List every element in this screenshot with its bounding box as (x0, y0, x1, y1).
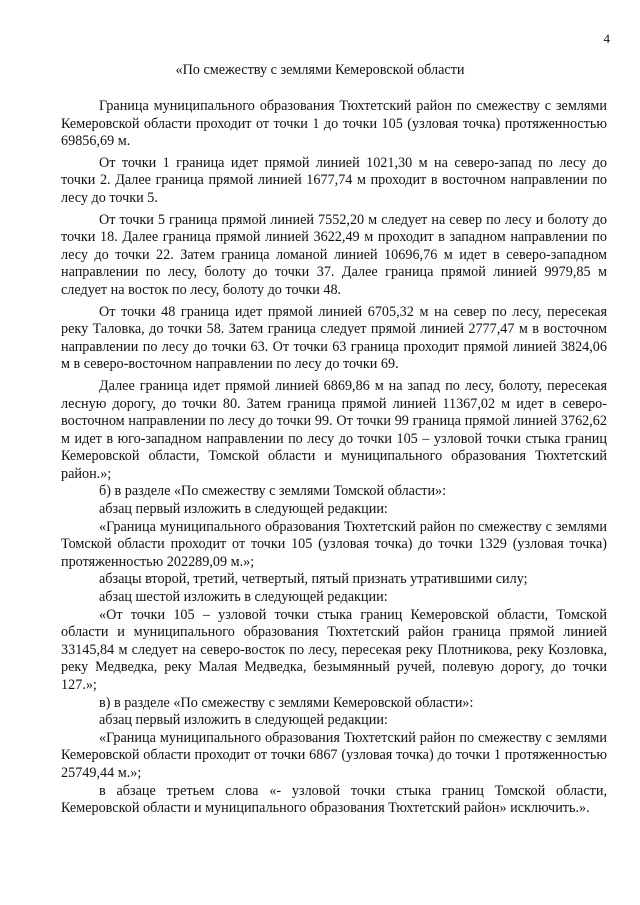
paragraph: От точки 5 граница прямой линией 7552,20 м следует на север по лесу и болоту до точки 18. Далее граница прямой линией 3622,49 м проходит в западном направлении по лесу до точки 22. Затем граница ломаной линией 10696,76 м идет в северо-западном направлении по лесу, болоту до точки 37. Далее граница прямой линией 9979,85 м следует на восток по лесу, болоту до точки 48. (61, 211, 607, 298)
paragraph: в абзаце третьем слова «- узловой точки стыка границ Томской области, Кемеровской области и муниципального образования Тюхтетский район» исключить.». (61, 782, 607, 817)
paragraph: «Граница муниципального образования Тюхтетский район по смежеству с землями Томской области проходит от точки 105 (узловая точка) до точки 1329 (узловая точка) протяженностью 202289,09 м.»; (61, 518, 607, 570)
section-heading: «По смежеству с землями Кемеровской области (175, 62, 465, 78)
paragraph: От точки 48 граница идет прямой линией 6705,32 м на север по лесу, пересекая реку Таловка, до точки 58. Затем граница следует прямой линией 2777,47 м в восточном направлении по лесу до точки 63. От точки 63 граница проходит прямой линией 3824,06 м в северо-восточном направлении по лесу до точки 69. (61, 303, 607, 373)
paragraph: абзац первый изложить в следующей редакции: (99, 501, 388, 518)
paragraph: в) в разделе «По смежеству с землями Кемеровской области»: (99, 694, 474, 711)
paragraph: абзац шестой изложить в следующей редакции: (99, 589, 388, 606)
page-number: 4 (603, 31, 610, 46)
paragraph: б) в разделе «По смежеству с землями Томской области»: (99, 483, 447, 500)
paragraph: От точки 1 граница идет прямой линией 1021,30 м на северо-запад по лесу до точки 2. Далее граница прямой линией 1677,74 м проходит в восточном направлении по лесу до точки 5. (61, 154, 607, 206)
paragraph: Далее граница идет прямой линией 6869,86 м на запад по лесу, болоту, пересекая лесную дорогу, до точки 80. Затем граница прямой линией 11367,02 м идет в северо-восточном направлении по лесу до точки 99. От точки 99 граница прямой линией 3762,62 м идет в юго-западном направлении по лесу до точки 105 – узловой точки стыка границ Кемеровской области, Томской области и муниципального образования Тюхтетский район.»; (61, 377, 607, 482)
paragraph: абзац первый изложить в следующей редакции: (99, 712, 388, 729)
paragraph: абзацы второй, третий, четвертый, пятый признать утратившими силу; (99, 571, 528, 588)
paragraph: «Граница муниципального образования Тюхтетский район по смежеству с землями Кемеровской области проходит от точки 6867 (узловая точка) до точки 1 протяженностью 25749,44 м.»; (61, 729, 607, 781)
paragraph: «От точки 105 – узловой точки стыка границ Кемеровской области, Томской области и муниципального образования Тюхтетский район граница прямой линией 33145,84 м следует на северо-восток по лесу, пересекая реку Плотникова, реку Козловка, реку Медведка, реку Малая Медведка, безымянный ручей, полевую дорогу, до точки 127.»; (61, 606, 607, 693)
paragraph: Граница муниципального образования Тюхтетский район по смежеству с землями Кемеровской области проходит от точки 1 до точки 105 (узловая точка) протяженностью 69856,69 м. (61, 98, 607, 150)
document-body (61, 98, 607, 818)
